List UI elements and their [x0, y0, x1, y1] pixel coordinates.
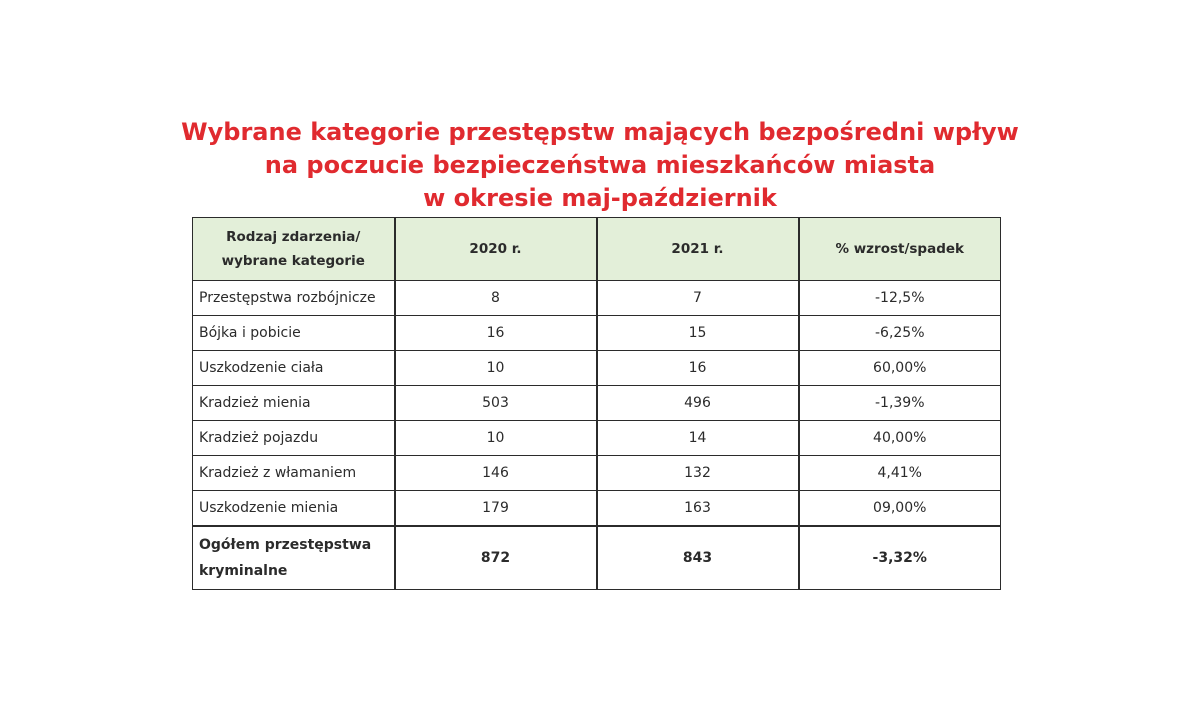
row-2020: 503: [395, 386, 597, 421]
table-row: [193, 351, 1001, 386]
row-category: Kradzież z włamaniem: [193, 456, 395, 491]
row-change: 40,00%: [799, 421, 1001, 456]
row-2020: 179: [395, 491, 597, 527]
row-2021: 7: [597, 281, 799, 316]
header-2021: 2021 r.: [597, 218, 799, 281]
crime-statistics-table: [192, 217, 1001, 590]
table-row: [193, 386, 1001, 421]
row-change: -12,5%: [799, 281, 1001, 316]
row-change: 09,00%: [799, 491, 1001, 527]
table-row: [193, 491, 1001, 527]
total-change: -3,32%: [799, 526, 1001, 590]
row-category: Bójka i pobicie: [193, 316, 395, 351]
row-change: 60,00%: [799, 351, 1001, 386]
row-2021: 496: [597, 386, 799, 421]
table-row: [193, 281, 1001, 316]
row-change: -6,25%: [799, 316, 1001, 351]
row-2021: 14: [597, 421, 799, 456]
total-2020: 872: [395, 526, 597, 590]
title-line-2: na poczucie bezpieczeństwa mieszkańców miasta: [264, 151, 936, 179]
row-change: -1,39%: [799, 386, 1001, 421]
header-change: % wzrost/spadek: [799, 218, 1001, 281]
row-2020: 10: [395, 351, 597, 386]
row-2021: 163: [597, 491, 799, 527]
total-category: Ogółem przestępstwa kryminalne: [193, 526, 395, 590]
row-category: Kradzież mienia: [193, 386, 395, 421]
row-category: Kradzież pojazdu: [193, 421, 395, 456]
row-category: Przestępstwa rozbójnicze: [193, 281, 395, 316]
table-row: [193, 456, 1001, 491]
total-2021: 843: [597, 526, 799, 590]
row-2021: 16: [597, 351, 799, 386]
row-2020: 8: [395, 281, 597, 316]
page-title: [0, 116, 1200, 215]
row-category: Uszkodzenie mienia: [193, 491, 395, 527]
row-change: 4,41%: [799, 456, 1001, 491]
title-line-1: Wybrane kategorie przestępstw mających bezpośredni wpływ: [181, 118, 1019, 146]
table-header-row: [193, 218, 1001, 281]
header-category: Rodzaj zdarzenia/ wybrane kategorie: [193, 218, 395, 281]
row-category: Uszkodzenie ciała: [193, 351, 395, 386]
title-line-3: w okresie maj-październik: [423, 184, 777, 212]
row-2020: 146: [395, 456, 597, 491]
header-2020: 2020 r.: [395, 218, 597, 281]
row-2021: 132: [597, 456, 799, 491]
table-row: [193, 421, 1001, 456]
row-2021: 15: [597, 316, 799, 351]
row-2020: 10: [395, 421, 597, 456]
row-2020: 16: [395, 316, 597, 351]
table-row: [193, 316, 1001, 351]
total-row: [193, 526, 1001, 590]
